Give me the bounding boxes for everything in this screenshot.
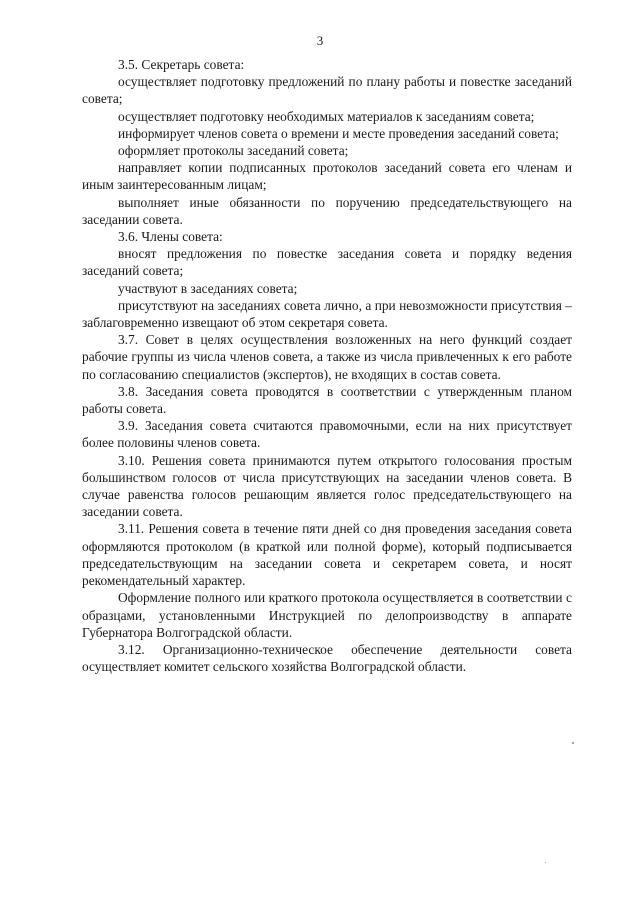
document-body xyxy=(82,56,572,675)
paragraph: осуществляет подготовку необходимых материалов к заседаниям совета; xyxy=(118,108,535,124)
section-heading-3-5: 3.5. Секретарь совета: xyxy=(118,57,245,72)
paragraph: выполняет иные обязанности по поручению председательствующего на заседании совета. xyxy=(82,194,572,227)
section-heading-3-6: 3.6. Члены совета: xyxy=(118,229,223,245)
paragraph: вносят предложения по повестке заседания совета и порядку ведения заседаний совета; xyxy=(82,246,572,279)
paragraph: присутствуют на заседаниях совета лично, а при невозможности присутствия – заблаговременно извещают об этом секретаря совета. xyxy=(82,297,572,331)
section-3-7: 3.7. Совет в целях осуществления возложенных на него функций создает рабочие группы из числа членов совета, а также из числа привлеченных к его работе по согласованию специалистов (экспертов), не входящих в состав совета. xyxy=(82,332,572,382)
section-3-10: 3.10. Решения совета принимаются путем открытого голосования простым большинством голосов от числа присутствующих на заседании членов совета. В случае равенства голосов решающим является голос председательствующего на заседании совета. xyxy=(82,452,572,520)
scan-speck xyxy=(545,862,546,863)
section-3-8: 3.8. Заседания совета проводятся в соответствии с утвержденным планом работы совета. xyxy=(82,383,572,417)
paragraph: направляет копии подписанных протоколов заседаний совета его членам и иным заинтересованным лицам; xyxy=(82,160,572,193)
section-3-12: 3.12. Организационно-техническое обеспечение деятельности совета осуществляет комитет сельского хозяйства Волгоградской области. xyxy=(82,641,572,675)
paragraph: оформляет протоколы заседаний совета; xyxy=(118,143,349,159)
page-number: 3 xyxy=(316,33,324,48)
paragraph: участвуют в заседаниях совета; xyxy=(118,280,298,296)
section-3-9: 3.9. Заседания совета считаются правомочными, если на них присутствует более половины членов совета. xyxy=(82,418,572,451)
paragraph: информирует членов совета о времени и месте проведения заседаний совета; xyxy=(118,125,559,141)
scan-speck xyxy=(572,742,574,744)
section-3-11: 3.11. Решения совета в течение пяти дней со дня проведения заседания совета оформляются протоколом (в краткой или полной форме), который подписывается председательствующим на заседании совета и секретарем совета, и носят рекомендательный характер. xyxy=(82,521,572,589)
paragraph: Оформление полного или краткого протокола осуществляется в соответствии с образцами, установленными Инструкцией по делопроизводству в аппарате Губернатора Волгоградской области. xyxy=(82,590,572,640)
paragraph: осуществляет подготовку предложений по плану работы и повестке заседаний совета; xyxy=(82,74,572,107)
